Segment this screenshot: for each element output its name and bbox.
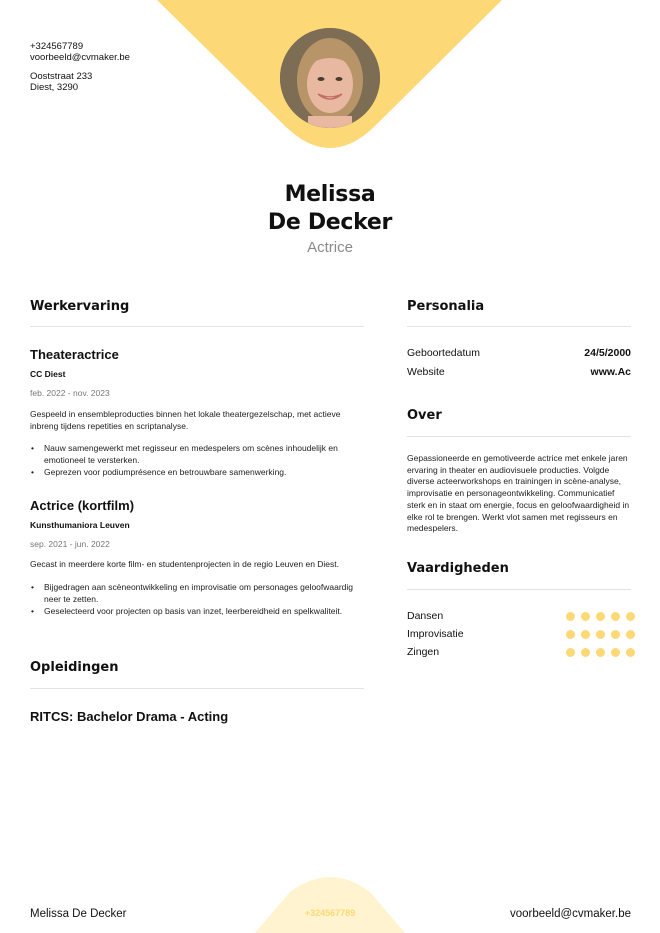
skill-label: Zingen	[407, 646, 440, 658]
job-date: sep. 2021 - jun. 2022	[30, 539, 110, 549]
website-label: Website	[407, 366, 445, 378]
job-org: Kunsthumaniora Leuven	[30, 520, 130, 530]
rating-dot	[581, 648, 590, 657]
portrait-image	[280, 28, 380, 128]
skill-rating	[566, 630, 635, 639]
rating-dot	[626, 630, 635, 639]
last-name: De Decker	[267, 210, 393, 235]
job-bullets	[30, 443, 365, 480]
about-text: Gepassioneerde en gemotiveerde actrice met enkele jaren ervaring in theater en audiovisuele producties. Volgde diverse acteerworkshops en trainingen in scène-analyse, improvisatie en personageontwikkeling. Communicatief sterk en in staat om energie, focus en geloofwaardigheid in elke rol te brengen. Werkt vlot samen met regisseurs en medespelers.	[407, 453, 630, 534]
skill-rating	[566, 612, 635, 621]
rating-dot	[581, 630, 590, 639]
skill-rating	[566, 648, 635, 657]
list-item: • Geprezen voor podiumprésence en betrouwbare samenwerking.	[31, 467, 287, 477]
list-item: • Bijgedragen aan scèneontwikkeling en improvisatie om personages geloofwaardig neer te zetten.	[31, 582, 354, 604]
rating-dot	[581, 612, 590, 621]
name-block	[0, 181, 660, 256]
section-title-personal: Personalia	[407, 299, 485, 314]
header-street: Ooststraat 233	[30, 71, 93, 82]
rating-dot	[566, 648, 575, 657]
rating-dot	[596, 630, 605, 639]
avatar	[280, 28, 380, 128]
section-title-skills: Vaardigheden	[407, 561, 509, 576]
list-item: • Geselecteerd voor projecten op basis van inzet, leerbereidheid en spelkwaliteit.	[31, 606, 343, 616]
divider	[30, 326, 364, 327]
section-title-about: Over	[407, 408, 442, 423]
education-item: RITCS: Bachelor Drama - Acting	[30, 709, 229, 724]
rating-dot	[611, 612, 620, 621]
rating-dot	[611, 648, 620, 657]
rating-dot	[596, 648, 605, 657]
job-description: Gecast in meerdere korte film- en studentenprojecten in de regio Leuven en Diest.	[30, 559, 340, 569]
job-title: Actrice (kortfilm)	[30, 498, 135, 513]
rating-dot	[611, 630, 620, 639]
header-phone: +324567789	[30, 41, 84, 52]
rating-dot	[596, 612, 605, 621]
section-title-experience: Werkervaring	[30, 299, 130, 314]
rating-dot	[566, 630, 575, 639]
job-org: CC Diest	[30, 369, 66, 379]
first-name: Melissa	[284, 182, 376, 207]
divider	[30, 688, 364, 689]
job-description: Gespeeld in ensembleproducties binnen het lokale theatergezelschap, met actieve inbreng tijdens repetities en scriptanalyse.	[30, 409, 341, 431]
birthdate-label: Geboortedatum	[407, 347, 480, 359]
header-email[interactable]: voorbeeld@cvmaker.be	[30, 52, 130, 63]
divider	[407, 589, 631, 590]
header-city: Diest, 3290	[30, 82, 79, 93]
job-date: feb. 2022 - nov. 2023	[30, 388, 110, 398]
rating-dot	[626, 612, 635, 621]
rating-dot	[566, 612, 575, 621]
role-title: Actrice	[307, 239, 353, 256]
website-value[interactable]: www.Ac	[590, 366, 631, 378]
divider	[407, 326, 631, 327]
rating-dot	[626, 648, 635, 657]
footer-name: Melissa De Decker	[30, 908, 127, 920]
footer-email[interactable]: voorbeeld@cvmaker.be	[510, 908, 631, 920]
divider	[407, 436, 631, 437]
job-bullets	[30, 582, 365, 619]
job-title: Theateractrice	[30, 347, 119, 362]
skill-label: Dansen	[407, 610, 444, 622]
list-item: • Nauw samengewerkt met regisseur en medespelers om scènes inhoudelijk en emotioneel te versterken.	[31, 443, 338, 465]
footer-phone: +324567789	[304, 908, 356, 918]
skill-label: Improvisatie	[407, 628, 464, 640]
birthdate-value: 24/5/2000	[584, 347, 631, 359]
footer-yellow-shape	[0, 870, 660, 933]
section-title-education: Opleidingen	[30, 660, 119, 675]
